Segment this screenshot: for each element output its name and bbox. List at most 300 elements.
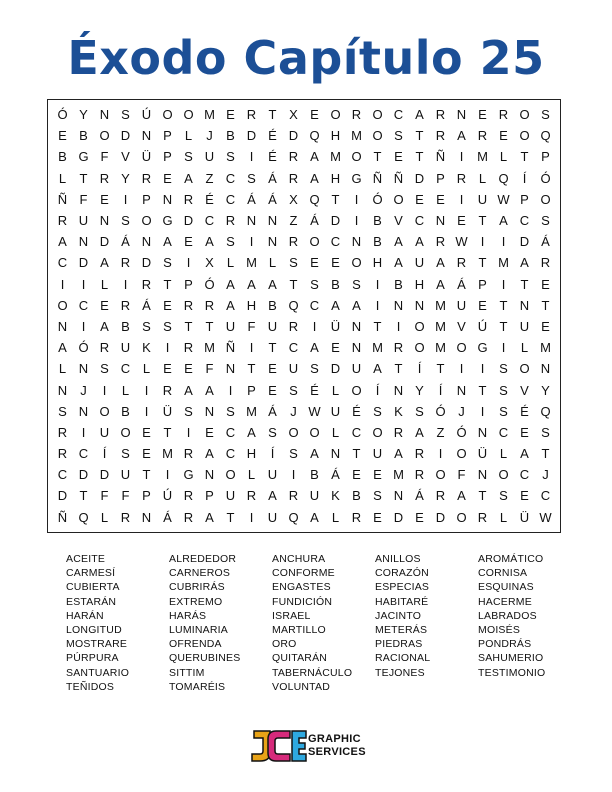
grid-cell: Y [415,382,424,398]
grid-cell: U [78,213,89,229]
grid-cell: O [330,107,341,123]
grid-cell: Ñ [435,149,446,165]
grid-cell: R [435,234,446,250]
grid-cell: O [225,467,236,483]
grid-cell: O [99,403,110,419]
grid-cell: E [331,340,340,356]
grid-cell: C [57,467,68,483]
grid-cell: I [165,340,170,356]
grid-cell: L [520,340,529,356]
grid-cell: M [435,340,446,356]
grid-cell: N [267,213,278,229]
grid-cell: T [478,255,487,271]
grid-cell: E [58,128,67,144]
grid-cell: D [246,128,257,144]
grid-cell: B [121,403,130,419]
grid-cell: Ü [141,149,152,165]
grid-cell: T [268,107,277,123]
grid-cell: I [396,318,401,334]
grid-cell: Ó [372,191,383,207]
grid-cell: Á [268,403,277,419]
grid-cell: O [456,509,467,525]
grid-cell: T [478,488,487,504]
grid-cell: N [225,361,236,377]
grid-cell: A [457,128,466,144]
grid-cell: X [289,107,298,123]
grid-cell: Q [78,509,89,525]
grid-cell: T [415,149,424,165]
grid-cell: I [375,297,380,313]
grid-cell: I [81,424,86,440]
grid-cell: Ú [162,488,173,504]
grid-cell: R [435,488,446,504]
grid-cell: Á [268,170,277,186]
grid-cell: L [268,255,277,271]
word-item: CARNEROS [169,567,231,580]
grid-cell: I [249,234,254,250]
grid-cell: N [330,446,341,462]
grid-cell: N [99,107,110,123]
grid-cell: E [163,297,172,313]
word-item: PIEDRAS [375,638,423,651]
grid-cell: A [394,255,403,271]
grid-cell: E [478,107,487,123]
grid-cell: Ó [78,340,89,356]
grid-cell: Á [415,488,424,504]
grid-cell: Í [375,382,380,398]
grid-cell: Ü [330,318,341,334]
grid-cell: T [163,424,172,440]
grid-cell: S [226,234,235,250]
grid-cell: S [121,107,130,123]
grid-cell: N [162,191,173,207]
grid-cell: B [268,297,277,313]
grid-cell: M [540,340,551,356]
grid-cell: N [351,318,362,334]
grid-cell: E [394,149,403,165]
grid-cell: V [520,382,529,398]
word-item: OFRENDA [169,638,222,651]
grid-cell: S [226,403,235,419]
grid-cell: A [205,382,214,398]
grid-cell: Q [288,297,299,313]
grid-cell: O [372,424,383,440]
grid-cell: I [480,403,485,419]
grid-cell: T [79,488,88,504]
grid-cell: J [290,403,297,419]
grid-cell: Á [541,234,550,250]
grid-cell: I [123,276,128,292]
grid-cell: Í [438,382,443,398]
grid-cell: A [331,297,340,313]
grid-cell: C [225,424,236,440]
grid-cell: R [477,128,488,144]
grid-cell: T [394,361,403,377]
grid-cell: Q [540,128,551,144]
grid-cell: U [309,488,320,504]
grid-cell: C [540,488,551,504]
grid-cell: R [57,213,68,229]
grid-cell: I [144,382,149,398]
grid-cell: D [330,213,341,229]
grid-cell: L [247,467,256,483]
grid-cell: R [57,446,68,462]
word-item: MARTILLO [272,624,326,637]
grid-cell: Q [498,170,509,186]
word-item: LABRADOS [478,609,537,622]
grid-cell: N [204,403,215,419]
word-item: TABERNÁCULO [272,666,353,679]
word-item: ENGASTES [272,581,331,594]
word-item: METERÁS [375,624,428,637]
grid-cell: M [372,340,383,356]
grid-cell: S [541,424,550,440]
grid-cell: L [226,255,235,271]
grid-cell: C [225,191,236,207]
grid-cell: S [310,276,319,292]
grid-cell: A [373,361,382,377]
grid-cell: L [331,382,340,398]
grid-cell: A [247,424,256,440]
grid-cell: N [78,361,89,377]
grid-cell: C [519,467,530,483]
grid-cell: N [435,213,446,229]
grid-cell: O [435,467,446,483]
grid-cell: M [498,255,509,271]
grid-cell: I [81,276,86,292]
grid-cell: U [120,467,131,483]
grid-cell: O [414,340,425,356]
grid-cell: U [288,361,299,377]
grid-cell: R [183,488,194,504]
grid-cell: I [354,213,359,229]
word-item: PONDRÁS [478,638,532,651]
grid-cell: A [415,424,424,440]
grid-cell: A [268,276,277,292]
grid-cell: F [79,191,88,207]
grid-cell: S [142,318,151,334]
grid-cell: O [393,191,404,207]
grid-cell: Á [331,467,340,483]
grid-cell: F [100,488,109,504]
grid-cell: C [57,255,68,271]
grid-cell: G [183,467,194,483]
grid-cell: N [414,297,425,313]
grid-cell: I [459,191,464,207]
grid-cell: A [457,488,466,504]
grid-cell: U [225,318,236,334]
grid-cell: L [499,446,508,462]
grid-cell: S [163,318,172,334]
grid-cell: V [394,213,403,229]
grid-cell: Z [436,424,445,440]
grid-cell: S [247,170,256,186]
grid-cell: S [121,213,130,229]
grid-cell: Á [142,297,151,313]
grid-cell: F [247,318,256,334]
grid-cell: T [226,509,235,525]
grid-cell: A [226,297,235,313]
grid-cell: N [477,467,488,483]
grid-cell: N [393,297,404,313]
grid-cell: X [205,255,214,271]
grid-cell: I [81,318,86,334]
grid-cell: A [205,234,214,250]
grid-cell: O [540,191,551,207]
grid-cell: O [519,361,530,377]
grid-cell: R [183,297,194,313]
grid-cell: M [246,403,257,419]
grid-cell: A [415,107,424,123]
grid-cell: I [312,318,317,334]
grid-cell: N [57,318,68,334]
grid-cell: D [414,170,425,186]
grid-cell: Ú [141,107,152,123]
grid-cell: C [78,446,89,462]
grid-cell: E [373,467,382,483]
grid-cell: D [120,128,131,144]
grid-cell: I [354,191,359,207]
grid-cell: T [142,467,151,483]
grid-cell: Í [270,446,275,462]
grid-cell: O [519,128,530,144]
grid-cell: F [100,149,109,165]
word-column [375,552,478,694]
grid-cell: Í [417,361,422,377]
grid-cell: A [310,170,319,186]
grid-cell: Ñ [372,170,383,186]
grid-cell: A [436,276,445,292]
word-item: LUMINARIA [169,624,228,637]
grid-cell: A [520,255,529,271]
grid-cell: L [331,509,340,525]
grid-cell: T [205,318,214,334]
logo-line-1: GRAPHIC [308,733,361,745]
word-column [478,552,578,694]
word-item: JACINTO [375,609,422,622]
grid-cell: D [183,213,194,229]
grid-cell: J [458,403,465,419]
word-item: SITTIM [169,666,205,679]
word-item: ORO [272,638,297,651]
grid-cell: B [58,149,67,165]
word-item: ALREDEDOR [169,553,237,565]
grid-cell: P [142,191,151,207]
grid-cell: L [499,509,508,525]
grid-cell: M [435,318,446,334]
grid-cell: O [372,107,383,123]
grid-cell: É [268,128,277,144]
grid-cell: C [288,340,299,356]
grid-cell: O [162,107,173,123]
word-item: CONFORME [272,567,335,580]
grid-cell: S [289,446,298,462]
grid-cell: N [456,382,467,398]
grid-cell: R [288,149,299,165]
grid-cell: S [184,149,193,165]
grid-cell: G [477,340,488,356]
grid-cell: L [100,509,109,525]
grid-cell: E [457,213,466,229]
grid-cell: D [99,234,110,250]
grid-cell: A [184,382,193,398]
grid-cell: Ñ [393,170,404,186]
grid-cell: Á [457,276,466,292]
grid-cell: U [330,403,341,419]
grid-cell: B [394,276,403,292]
grid-cell: O [309,424,320,440]
grid-cell: B [226,128,235,144]
grid-cell: U [372,446,383,462]
grid-cell: G [162,213,173,229]
grid-cell: C [498,424,509,440]
grid-cell: Y [121,170,130,186]
word-item: MOSTRARE [66,638,128,651]
grid-cell: E [205,424,214,440]
word-item: ESTARÁN [66,595,117,608]
grid-cell: R [183,340,194,356]
grid-cell: R [456,170,467,186]
grid-cell: N [351,234,362,250]
grid-cell: D [78,467,89,483]
grid-cell: R [183,509,194,525]
grid-cell: P [205,488,214,504]
grid-cell: Ó [204,276,215,292]
grid-cell: E [142,446,151,462]
grid-cell: B [79,128,88,144]
grid-cell: V [457,318,466,334]
grid-cell: C [393,107,404,123]
word-item: RACIONAL [375,652,431,665]
grid-cell: U [120,340,131,356]
grid-cell: Q [309,191,320,207]
grid-cell: R [162,382,173,398]
grid-cell: T [352,446,361,462]
grid-cell: S [499,403,508,419]
word-item: CORAZÓN [375,567,429,580]
word-item: HARÁN [66,609,104,622]
grid-cell: N [141,509,152,525]
grid-cell: N [456,107,467,123]
grid-cell: A [310,446,319,462]
grid-cell: E [415,191,424,207]
grid-cell: A [394,234,403,250]
grid-cell: É [352,403,361,419]
grid-cell: P [142,488,151,504]
grid-cell: R [288,488,299,504]
grid-cell: P [520,191,529,207]
grid-cell: A [520,446,529,462]
grid-cell: F [457,467,466,483]
grid-cell: Ñ [57,191,68,207]
grid-cell: E [436,191,445,207]
grid-cell: E [184,361,193,377]
jce-logo-icon [250,725,362,765]
grid-cell: A [100,318,109,334]
grid-cell: T [184,318,193,334]
grid-cell: C [519,213,530,229]
grid-cell: F [205,361,214,377]
grid-cell: R [393,340,404,356]
grid-cell: E [352,467,361,483]
word-item: EXTREMO [169,595,223,608]
grid-cell: I [501,340,506,356]
grid-cell: I [438,446,443,462]
word-item: SANTUARIO [66,666,130,679]
word-item: HABITARÉ [375,595,429,608]
grid-cell: R [246,107,257,123]
grid-cell: S [310,361,319,377]
grid-cell: O [99,128,110,144]
grid-cell: Ñ [225,340,236,356]
grid-cell: T [520,276,529,292]
grid-cell: A [310,149,319,165]
grid-cell: L [142,361,151,377]
grid-cell: B [121,318,130,334]
word-item: TEJONES [375,666,425,679]
grid-cell: R [288,234,299,250]
grid-cell: W [497,191,510,207]
grid-cell: C [78,297,89,313]
grid-cell: L [121,382,130,398]
grid-cell: L [100,276,109,292]
grid-cell: J [80,382,87,398]
grid-cell: Ü [519,509,530,525]
grid-cell: E [541,276,550,292]
grid-cell: N [78,403,89,419]
grid-cell: S [499,382,508,398]
grid-cell: T [268,340,277,356]
grid-cell: G [78,149,89,165]
grid-cell: U [456,297,467,313]
grid-cell: O [519,107,530,123]
grid-cell: R [435,128,446,144]
grid-cell: I [186,424,191,440]
grid-cell: R [183,446,194,462]
grid-cell: U [99,424,110,440]
grid-cell: H [330,170,341,186]
grid-cell: M [204,107,215,123]
grid-cell: S [415,403,424,419]
page-title: Éxodo Capítulo 25 [67,31,545,85]
grid-cell: E [373,509,382,525]
grid-cell: E [415,509,424,525]
grid-cell: M [351,128,362,144]
word-item: ISRAEL [272,609,311,622]
grid-cell: W [539,509,552,525]
grid-cell: A [163,234,172,250]
grid-cell: A [310,509,319,525]
grid-cell: Q [540,403,551,419]
grid-cell: P [163,149,172,165]
grid-cell: Ó [456,424,467,440]
grid-cell: S [121,446,130,462]
grid-cell: Ü [162,403,173,419]
grid-cell: Í [522,170,527,186]
grid-cell: R [225,213,236,229]
grid-cell: R [435,107,446,123]
word-item: ESQUINAS [478,581,534,594]
word-list [66,552,566,694]
grid-cell: R [141,276,152,292]
grid-cell: J [206,128,213,144]
grid-cell: S [289,382,298,398]
grid-cell: O [120,424,131,440]
grid-cell: L [58,361,67,377]
grid-cell: S [499,488,508,504]
word-item: ESPECIAS [375,581,430,594]
grid-cell: O [498,467,509,483]
